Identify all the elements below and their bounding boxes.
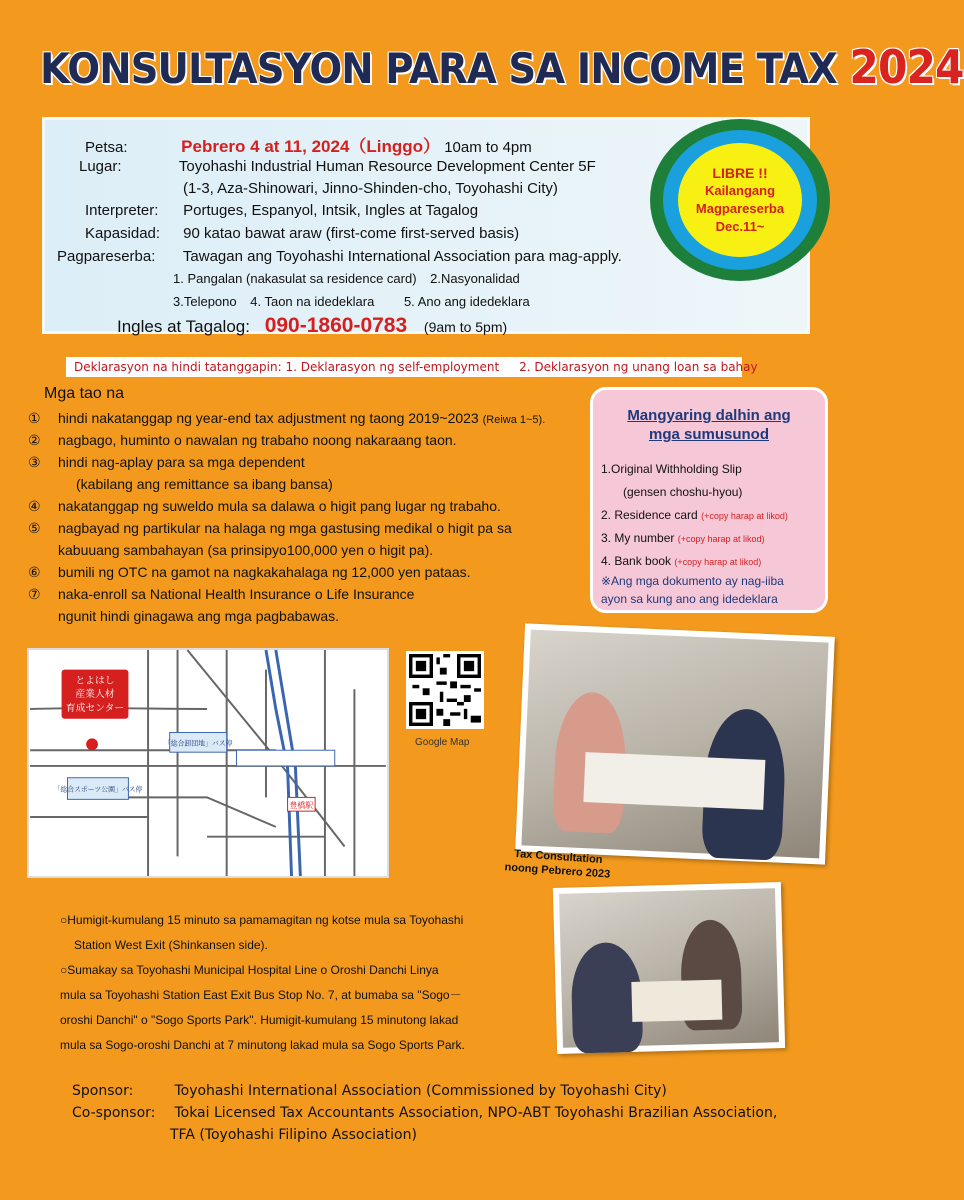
place-value: Toyohashi Industrial Human Resource Development Center 5F (178, 158, 596, 175)
date-value: Pebrero 4 at 11, 2024（Linggo） (181, 137, 441, 156)
item-number: ⑦ (28, 586, 41, 602)
req-2: 2.Nasyonalidad (430, 271, 520, 286)
access-line-2: Station West Exit (Shinkansen side). (74, 938, 268, 952)
req-1: 1. Pangalan (nakasulat sa residence card) (173, 271, 417, 286)
bring-item-3-label: 3. My number (601, 531, 675, 545)
item-text-2: ngunit hindi ginagawa ang mga pagbabawas. (58, 608, 339, 624)
venue-marker (86, 738, 98, 750)
access-map (27, 648, 389, 878)
qr-label: Google Map (415, 737, 470, 748)
item-text: bumili ng OTC na gamot na nagkakahalaga ng 12,000 yen pataas. (58, 564, 471, 580)
place-address: (1-3, Aza-Shinowari, Jinno-Shinden-cho, Toyohashi City) (183, 180, 558, 197)
access-line-3: ○Sumakay sa Toyohashi Municipal Hospital Line o Oroshi Danchi Linya (60, 963, 439, 977)
place-label: Lugar: (79, 158, 122, 175)
title-main: KONSULTASYON PARA SA INCOME TAX (40, 44, 837, 93)
reservation-row (57, 248, 622, 265)
capacity-label: Kapasidad: (85, 225, 161, 242)
station-label: 豊橋駅 (289, 801, 314, 811)
reservation-value: Tawagan ang Toyohashi International Association para mag-apply. (182, 248, 622, 265)
item-text-2: (kabilang ang remittance sa ibang bansa) (76, 476, 333, 492)
bring-item-1: 1.Original Withholding Slip (601, 462, 742, 476)
date-row (85, 132, 532, 157)
consultation-photo-2 (553, 882, 785, 1054)
bring-title (593, 406, 825, 444)
item-number: ⑤ (28, 520, 41, 536)
copy-note: (+copy harap at likod) (701, 511, 788, 521)
cosponsor-value-2: TFA (Toyohashi Filipino Association) (170, 1127, 417, 1143)
item-number: ③ (28, 454, 41, 470)
notice-part-2: 2. Deklarasyon ng unang loan sa bahay (519, 360, 758, 374)
item-number: ④ (28, 498, 41, 514)
interpreter-label: Interpreter: (85, 202, 159, 219)
item-text-main: hindi nakatanggap ng year-end tax adjustment ng taong 2019~2023 (58, 410, 479, 426)
access-line-4: mula sa Toyohashi Station East Exit Bus Stop No. 7, at bumaba sa "Sogo－ (60, 988, 462, 1002)
requirements-row-2 (173, 294, 530, 309)
bus-stop-1: 「総合スポーツ公園」バス停 (53, 785, 143, 794)
capacity-value: 90 katao bawat araw (first-come first-served basis) (183, 225, 520, 242)
item-text: hindi nag-aplay para sa mga dependent (58, 454, 305, 470)
place-row (79, 158, 596, 175)
bring-title-line-1: Mangyaring dalhin ang (627, 407, 791, 424)
map-drawing (29, 650, 387, 876)
phone-hours: (9am to 5pm) (423, 319, 508, 335)
phone-row (117, 314, 507, 338)
photo-caption-line-1: Tax Consultation (513, 847, 603, 867)
access-line-6: mula sa Sogo-oroshi Danchi at 7 minutong lakad mula sa Sogo Sports Park. (60, 1038, 465, 1052)
bring-item-1b: (gensen choshu-hyou) (623, 485, 743, 499)
interpreter-row (85, 202, 478, 219)
capacity-row (85, 225, 519, 242)
badge-line-2: Kailangang (704, 183, 776, 198)
item-text: naka-enroll sa National Health Insurance o Life Insurance (58, 586, 415, 602)
item-text-2: kabuuang sambahayan (sa prinsipyo100,000 yen o higit pa). (58, 542, 434, 558)
table-shape (631, 980, 722, 1022)
photo-2-image (559, 888, 779, 1048)
photo-caption-line-2: noong Pebrero 2023 (504, 861, 611, 881)
item-note: (Reiwa 1~5). (482, 414, 546, 426)
sponsor-row (72, 1080, 777, 1102)
item-number: ⑥ (28, 564, 41, 580)
copy-note: (+copy harap at likod) (677, 534, 765, 544)
req-4: 4. Taon na idedeklara (250, 294, 375, 309)
req-5: 5. Ano ang idedeklara (403, 294, 530, 309)
requirements-row-1 (173, 271, 520, 286)
cosponsor-label: Co-sponsor: (72, 1105, 156, 1121)
reservation-label: Pagpareserba: (57, 248, 156, 265)
bus-stop-2: 「総合卸団地」バス停 (163, 739, 233, 748)
interpreter-value: Portuges, Espanyol, Intsik, Ingles at Tagalog (183, 202, 479, 219)
free-badge-ring (663, 130, 817, 270)
notice-part-1: Deklarasyon na hindi tatanggapin: 1. Deklarasyon ng self-employment (74, 360, 500, 374)
free-badge-center (678, 143, 802, 257)
photo-1-image (521, 630, 828, 859)
badge-line-3: Magpareserba (695, 201, 785, 216)
copy-note: (+copy harap at likod) (674, 557, 762, 567)
not-accepted-notice (66, 357, 758, 377)
table-shape (583, 752, 765, 810)
access-directions (60, 908, 530, 1058)
venue-label-3: 育成センター (65, 702, 125, 714)
page-title (40, 40, 964, 94)
bring-item-2 (601, 508, 788, 522)
bring-remark-2: ayon sa kung ano ang idedeklara (601, 592, 778, 606)
phone-number[interactable]: 090-1860-0783 (264, 314, 408, 337)
bring-item-3 (601, 531, 765, 545)
badge-line-4: Dec.11~ (715, 219, 765, 234)
people-title: Mga tao na (44, 385, 125, 402)
date-time: 10am to 4pm (444, 139, 532, 156)
phone-label: Ingles at Tagalog: (117, 317, 250, 336)
google-map-qr-code[interactable] (406, 651, 484, 729)
consultation-photo-1 (515, 623, 835, 864)
bring-title-line-2: mga sumusunod (648, 426, 769, 443)
sponsors (72, 1080, 777, 1146)
bring-item-2-label: 2. Residence card (601, 508, 698, 522)
item-text: nagbayad ng partikular na halaga ng mga gastusing medikal o higit pa sa (58, 520, 512, 536)
cosponsor-row (72, 1102, 777, 1124)
photo-caption (504, 846, 611, 881)
venue-label-1: とよはし (75, 675, 115, 687)
item-number: ② (28, 432, 41, 448)
free-badge (650, 119, 830, 281)
access-line-5: oroshi Danchi" o "Sogo Sports Park". Humigit-kumulang 15 minutong lakad (60, 1013, 459, 1027)
qr-code-icon (409, 654, 481, 726)
sponsor-label: Sponsor: (72, 1083, 134, 1099)
badge-line-1: LIBRE !! (712, 165, 768, 181)
item-text: nagbago, huminto o nawalan ng trabaho noong nakaraang taon. (58, 432, 457, 448)
title-year: 2024 (849, 40, 964, 94)
item-text: nakatanggap ng suweldo mula sa dalawa o higit pang lugar ng trabaho. (58, 498, 501, 514)
sponsor-value: Toyohashi International Association (Commissioned by Toyohashi City) (174, 1083, 667, 1099)
bring-item-4-label: 4. Bank book (601, 554, 672, 568)
bring-remark-1: ※Ang mga dokumento ay nag-iiba (601, 574, 784, 588)
venue-label-2: 産業人材 (75, 689, 115, 701)
documents-to-bring (590, 387, 828, 613)
req-3: 3.Telepono (173, 294, 237, 309)
date-label: Petsa: (85, 139, 128, 156)
bring-item-4 (601, 554, 761, 568)
item-text (58, 410, 545, 426)
access-line-1: ○Humigit-kumulang 15 minuto sa pamamagitan ng kotse mula sa Toyohashi (60, 913, 464, 927)
item-number: ① (28, 410, 41, 426)
cosponsor-value: Tokai Licensed Tax Accountants Association, NPO-ABT Toyohashi Brazilian Association, (174, 1105, 778, 1121)
